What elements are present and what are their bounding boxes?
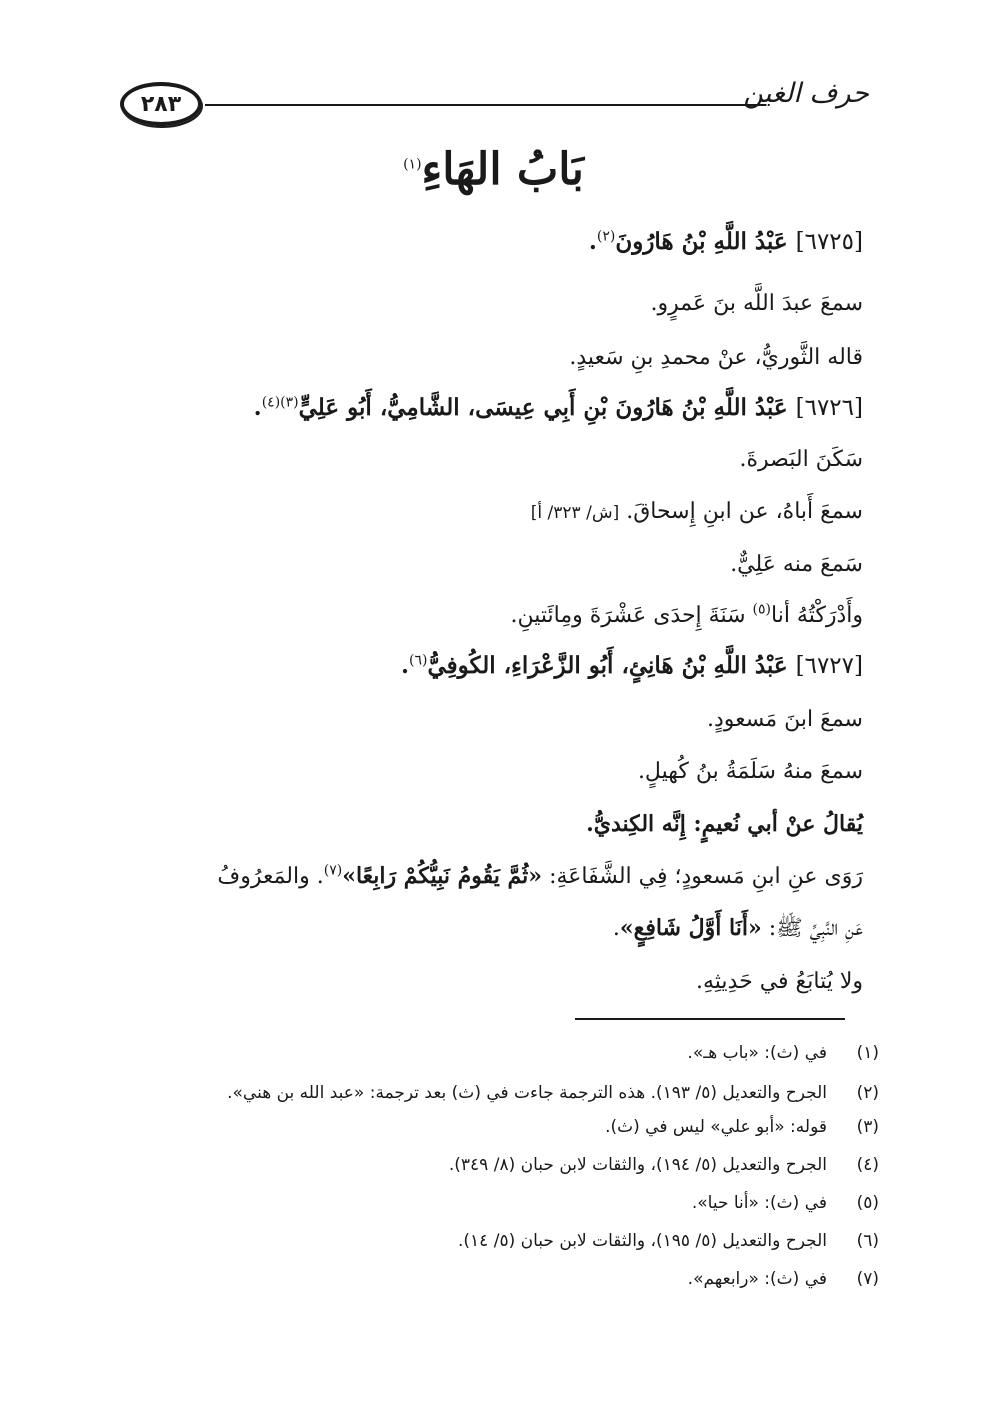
entry-heading-6726 [254, 388, 863, 428]
footnote-separator [575, 1018, 845, 1020]
entry-number: [٦٧٢٥] [795, 229, 863, 255]
body-line: سمعَ عبدَ اللَّه بنَ عَمرٍو. [650, 291, 863, 316]
footnote [449, 1152, 879, 1178]
footnote-text: في (ث): «أنا حيا». [691, 1193, 827, 1213]
body-line [511, 596, 863, 636]
body-text: وأَدْرَكْتُهُ أنا [771, 603, 863, 628]
footnote-ref: (٦) [409, 652, 428, 669]
footnote-number: (٥) [856, 1193, 879, 1213]
footnote-text: الجرح والتعديل (٥/ ١٩٤)، والثقات لابن حبان (٨/ ٣٤٩). [448, 1155, 827, 1175]
footnote [687, 1040, 879, 1066]
footnote-text: قوله: «أبو علي» ليس في (ث). [605, 1117, 827, 1137]
footnote [458, 1228, 879, 1254]
entry-name: عَبْدُ اللَّهِ بْنُ هَارُونَ [615, 228, 788, 255]
body-line: سَمعَ منه عَلِيٌّ. [730, 552, 863, 577]
body-text: . والمَعرُوفُ [217, 864, 324, 889]
entry-name: عَبْدُ اللَّهِ بْنُ هَانِئٍ، أَبُو الزَّعْرَاءِ، الكُوفِيُّ [427, 652, 788, 679]
hadith-quote: «ثُمَّ يَقُومُ نَبِيُّكُمْ رَابِعًا» [342, 863, 543, 889]
footnote-ref: (٥) [752, 601, 771, 618]
body-text: رَوَى عنِ ابنِ مَسعودٍ؛ فِي الشَّفَاعَةِ: [549, 864, 863, 889]
body-text: سَنَةَ إِحدَى عَشْرَةَ ومِائَتينِ. [510, 603, 746, 628]
body-line [531, 492, 863, 533]
hadith-quote: «أَنَا أَوَّلُ شَافِعٍ» [619, 915, 762, 941]
chapter-title-text: بَابُ الهَاءِ [421, 144, 584, 195]
footnote-ref: (٢) [596, 228, 616, 245]
body-line [132, 856, 863, 897]
page-number: ٢٨٣ [120, 82, 202, 126]
footnote [692, 1190, 879, 1216]
footnote-number: (٦) [856, 1231, 879, 1251]
body-text: عَنِ النَّبِيِّ ﷺ: [768, 916, 863, 941]
entry-end: . [253, 394, 262, 421]
footnote-text: الجرح والتعديل (٥/ ١٩٣). هذه الترجمة جاءت في (ث) بعد ترجمة: «عبد الله بن هني». [227, 1083, 827, 1103]
footnote-number: (٧) [856, 1269, 879, 1289]
entry-end: . [400, 652, 409, 679]
footnote-ref: (٣)(٤) [261, 394, 299, 411]
footnote-text: الجرح والتعديل (٥/ ١٩٥)، والثقات لابن حبان (٥/ ١٤). [458, 1231, 827, 1251]
body-line [613, 908, 863, 949]
header-rule [205, 104, 765, 106]
body-line [586, 804, 863, 845]
body-line: ولا يُتابَعُ في حَدِيثِهِ. [696, 969, 863, 994]
footnote-number: (٤) [856, 1155, 879, 1175]
entry-end: . [588, 228, 597, 255]
manuscript-ref: [ش/ ٣٢٣/ أ] [530, 503, 620, 523]
body-text: . [612, 916, 620, 941]
body-line: قاله الثَّوريُّ، عنْ محمدِ بنِ سَعيدٍ. [569, 345, 863, 370]
footnote-ref: (١) [403, 156, 422, 173]
body-line: سمعَ ابنَ مَسعودٍ. [706, 707, 863, 732]
body-line: سَكَنَ البَصرةَ. [739, 447, 863, 472]
footnote-number: (٢) [856, 1083, 879, 1103]
body-line: سمعَ منهُ سَلَمَةُ بنُ كُهيلٍ. [637, 759, 863, 784]
footnote-number: (١) [856, 1043, 879, 1063]
footnote [605, 1114, 879, 1140]
entry-heading-6727 [401, 646, 863, 686]
chapter-title [0, 140, 987, 200]
entry-heading-6725 [589, 222, 863, 262]
footnote-text: في (ث): «رابعهم». [687, 1269, 827, 1289]
footnote [688, 1266, 879, 1292]
footnote [227, 1080, 879, 1106]
footnote-text: في (ث): «باب هـ». [687, 1043, 827, 1063]
body-text: سمعَ أَباهُ، عن ابنِ إِسحاقَ. [626, 499, 863, 524]
entry-number: [٦٧٢٦] [795, 395, 863, 421]
entry-number: [٦٧٢٧] [795, 653, 863, 679]
footnote-number: (٣) [856, 1117, 879, 1137]
running-header-title: حرف الغين [743, 78, 869, 109]
entry-name: عَبْدُ اللَّهِ بْنُ هَارُونَ بْنِ أَبِي عِيسَى، الشَّامِيُّ، أَبُو عَلِيٍّ [298, 394, 788, 421]
footnote-ref: (٧) [323, 862, 343, 879]
body-text: يُقالُ عنْ أبي نُعيمٍ: إِنَّه الكِنديُّ. [586, 811, 863, 837]
